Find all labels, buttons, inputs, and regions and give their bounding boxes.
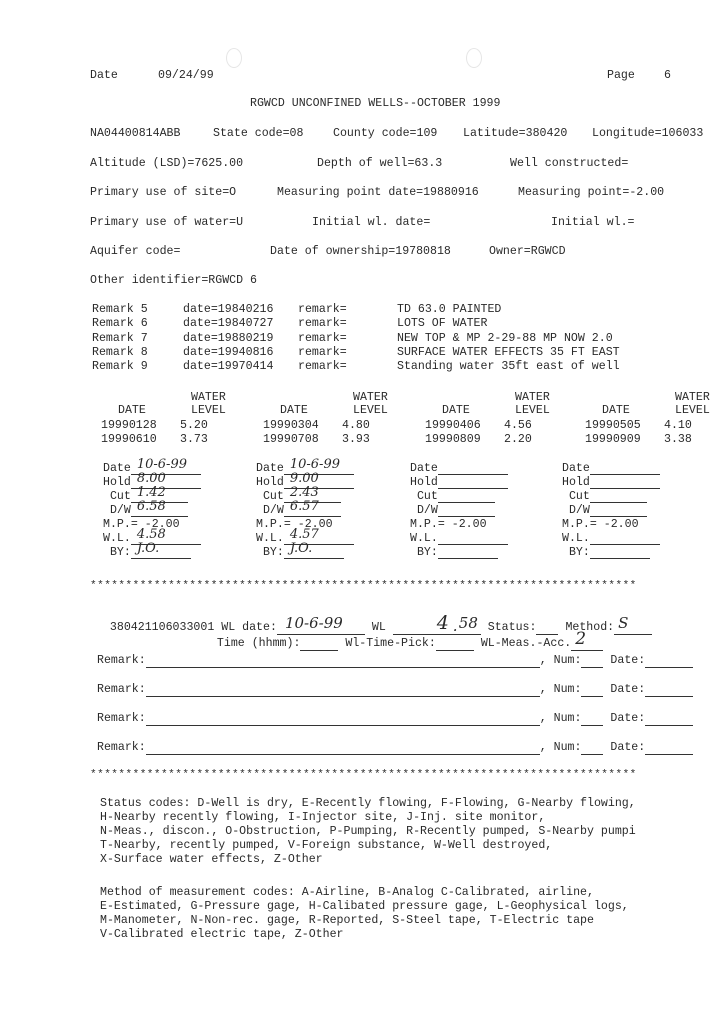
remark-entry-row [97,712,693,726]
method-label: Method: [565,621,615,634]
primary-use-site: Primary use of site=O [90,186,237,199]
remark-date: date=19940816 [183,345,274,359]
water-level-date: 19990406 [425,419,481,432]
status-code-line: H-Nearby recently flowing, I-Injector site, J-Inj. site monitor, [100,811,546,824]
level-column-header: LEVEL [515,404,550,417]
card-dw-label: D/W [568,504,590,517]
punch-hole [226,48,242,68]
site-id: NA04400814ABB [90,127,181,140]
remark-label: Remark 7 [92,331,148,345]
remark-label: Remark 6 [92,317,148,331]
remark-entry-label: Remark: [97,683,146,696]
water-level-date: 19990809 [425,433,481,446]
card-by-value: J.O. [289,541,313,556]
card-by-label: BY: [109,546,131,559]
card-by-field[interactable] [438,546,498,559]
remark-date: date=19970414 [183,360,274,374]
remark-key: remark= [298,345,347,359]
owner: Owner=RGWCD [489,245,566,258]
num-field[interactable] [581,741,603,755]
card-row-by [410,546,560,560]
remark-date: date=19840727 [183,317,274,331]
card-row-date [562,462,712,476]
card-mp-label: M.P.= -2.00 [410,518,487,531]
card-cut-field[interactable] [438,490,495,503]
water-level-value: 3.73 [180,433,208,446]
card-cut-value: 2.43 [289,485,319,500]
card-row-hold [103,471,253,490]
measuring-point-date: Measuring point date=19880916 [277,186,479,199]
method-field[interactable]: S [614,621,652,635]
card-row-cut [103,485,253,504]
date-field[interactable] [645,712,693,726]
card-hold-label: Hold [410,476,438,489]
card-cut-value: 1.42 [136,485,166,500]
initial-wl: Initial wl.= [551,216,635,229]
date-label: Date: [610,683,646,696]
water-header-top: WATER [191,391,226,404]
header-date-value: 09/24/99 [158,69,214,82]
card-dw-label: D/W [109,504,131,517]
remark-key: remark= [298,317,347,331]
card-date-label: Date [410,462,438,475]
card-row-dw [256,499,406,518]
primary-use-water: Primary use of water=U [90,216,244,229]
punch-hole [466,48,482,68]
remark-entry-label: Remark: [97,712,146,725]
card-date-field[interactable] [590,462,660,475]
status-code-line: N-Meas., discon., O-Obstruction, P-Pumping, R-Recently pumped, S-Nearby pumpi [100,825,636,838]
num-field[interactable] [581,654,603,668]
card-wl-label: W.L. [562,532,590,545]
card-wl-field[interactable] [438,532,508,545]
status-label: Status: [487,621,537,634]
card-by-field[interactable] [131,541,191,559]
level-column-header: LEVEL [353,404,388,417]
card-row-wl [103,527,253,546]
card-wl-label: W.L. [103,532,131,545]
date-column-header: DATE [602,404,630,417]
well-constructed: Well constructed= [510,157,629,170]
remark-entry-label: Remark: [97,741,146,754]
card-row-cut [562,490,712,504]
card-hold-value: 8.00 [136,471,166,486]
card-dw-field[interactable] [284,499,341,517]
card-by-label: BY: [568,546,590,559]
num-label: , Num: [539,712,582,725]
card-by-field[interactable] [284,541,344,559]
card-row-cut [256,485,406,504]
remark-text: NEW TOP & MP 2-29-88 MP NOW 2.0 [397,331,613,345]
card-row-wl [256,527,406,546]
num-field[interactable] [581,683,603,697]
card-hold-field[interactable] [590,476,660,489]
method-code-line: M-Manometer, N-Non-rec. gage, R-Reported, S-Steel tape, T-Electric tape [100,914,594,927]
wl-label: WL [371,621,386,634]
page-number: 6 [664,69,671,82]
card-date-label: Date [562,462,590,475]
card-hold-label: Hold [256,476,284,489]
remark-entry-field[interactable] [146,654,540,668]
card-mp-label: M.P.= -2.00 [562,518,639,531]
card-dw-field[interactable] [590,504,647,517]
card-dw-label: D/W [262,504,284,517]
station-id: 380421106033001 [109,621,215,634]
wl-date-label: WL date: [221,621,277,634]
method-code-line: V-Calibrated electric tape, Z-Other [100,928,344,941]
date-column-header: DATE [442,404,470,417]
card-by-label: BY: [416,546,438,559]
level-column-header: LEVEL [675,404,710,417]
remark-text: LOTS OF WATER [397,317,488,331]
remark-label: Remark 5 [92,303,148,316]
card-hold-label: Hold [562,476,590,489]
water-header-top: WATER [353,391,388,404]
card-by-label: BY: [262,546,284,559]
date-label: Date: [610,712,646,725]
remark-text: Standing water 35ft east of well [397,360,620,374]
status-code-line: X-Surface water effects, Z-Other [100,853,323,866]
remark-date: date=19880219 [183,331,274,345]
card-by-field[interactable] [590,546,650,559]
card-date-value: 10-6-99 [136,457,187,472]
altitude: Altitude (LSD)=7625.00 [90,157,244,170]
water-level-value: 3.38 [664,433,692,446]
time-pick-label: Wl-Time-Pick: [345,637,436,650]
date-column-header: DATE [280,404,308,417]
measurement-card [410,462,560,560]
card-row-mp [562,518,712,532]
card-row-date [410,462,560,476]
remark-date: date=19840216 [183,303,274,316]
county-code: County code=109 [333,127,438,140]
water-level-date: 19990909 [585,433,641,446]
remark-entry-field[interactable] [146,712,540,726]
card-dw-label: D/W [416,504,438,517]
card-wl-field[interactable] [590,532,660,545]
remark-text: SURFACE WATER EFFECTS 35 FT EAST [397,345,620,359]
wl-date-field[interactable]: 10-6-99 [277,621,365,635]
card-cut-label: Cut [262,490,284,503]
time-pick-field[interactable] [436,637,474,651]
water-level-date: 19990708 [263,433,319,446]
water-header-top: WATER [515,391,550,404]
card-cut-label: Cut [568,490,590,503]
water-level-value: 4.10 [664,419,692,432]
entry-line-2 [203,624,603,651]
measurement-card [256,457,406,560]
card-hold-label: Hold [103,476,131,489]
card-row-cut [410,490,560,504]
card-row-dw [562,504,712,518]
remark-key: remark= [298,303,347,316]
other-identifier: Other identifier=RGWCD 6 [90,274,257,287]
card-by-value: J.O. [136,541,160,556]
meas-acc-field[interactable]: 2 [571,637,603,651]
latitude: Latitude=380420 [463,127,568,140]
num-label: , Num: [539,741,582,754]
method-code-line: Method of measurement codes: A-Airline, B-Analog C-Calibrated, airline, [100,886,594,899]
longitude: Longitude=106033 [592,127,704,140]
ownership-date: Date of ownership=19780818 [270,245,451,258]
card-dw-value: 6.58 [136,499,166,514]
card-row-by [103,541,253,560]
measurement-card [562,462,712,560]
status-code-line: T-Nearby, recently pumped, V-Foreign substance, W-Well destroyed, [100,839,553,852]
water-level-value: 5.20 [180,419,208,432]
card-mp-label: M.P.= -2.00 [103,518,180,531]
card-row-by [562,546,712,560]
card-mp-label: M.P.= -2.00 [256,518,333,531]
card-wl-value: 4.57 [289,527,319,542]
remark-entry-row [97,741,693,755]
card-hold-field[interactable] [438,476,508,489]
remark-entry-row [97,683,693,697]
card-cut-field[interactable] [590,490,647,503]
card-hold-value: 9.00 [289,471,319,486]
card-row-hold [256,471,406,490]
remark-label: Remark 9 [92,360,148,374]
card-row-dw [103,499,253,518]
separator-top: ***************************************************************************** [90,580,637,592]
method-code-line: E-Estimated, G-Pressure gage, H-Calibated pressure gage, L-Geophysical logs, [100,900,629,913]
remark-entry-row [97,654,693,668]
water-level-date: 19990128 [101,419,157,432]
card-row-by [256,541,406,560]
date-label: Date: [610,654,646,667]
water-level-value: 4.80 [342,419,370,432]
state-code: State code=08 [213,127,304,140]
card-cut-label: Cut [416,490,438,503]
card-row-hold [410,476,560,490]
card-row-mp [256,518,406,532]
card-row-date [256,457,406,476]
card-wl-value: 4.58 [136,527,166,542]
card-cut-label: Cut [109,490,131,503]
card-row-hold [562,476,712,490]
water-level-value: 2.20 [504,433,532,446]
remark-entry-field[interactable] [146,741,540,755]
remark-entry-field[interactable] [146,683,540,697]
card-row-mp [103,518,253,532]
num-field[interactable] [581,712,603,726]
separator-bottom: ***************************************************************************** [90,769,637,781]
water-header-top: WATER [675,391,710,404]
status-codes [100,797,636,867]
status-code-line: Status codes: D-Well is dry, E-Recently flowing, F-Flowing, G-Nearby flowing, [100,797,636,810]
card-wl-label: W.L. [256,532,284,545]
well-depth: Depth of well=63.3 [317,157,443,170]
date-field[interactable] [645,654,693,668]
initial-wl-date: Initial wl. date= [312,216,431,229]
meas-acc-label: WL-Meas.-Acc. [480,637,572,650]
water-level-date: 19990610 [101,433,157,446]
water-level-value: 3.93 [342,433,370,446]
card-row-date [103,457,253,476]
level-column-header: LEVEL [191,404,226,417]
card-row-dw [410,504,560,518]
remark-text: TD 63.0 PAINTED [397,303,502,316]
remark-label: Remark 8 [92,345,148,359]
date-field[interactable] [645,741,693,755]
date-field[interactable] [645,683,693,697]
card-date-value: 10-6-99 [289,457,340,472]
card-row-wl [562,532,712,546]
card-date-field[interactable] [438,462,508,475]
water-level-date: 19990304 [263,419,319,432]
wl-value-field[interactable]: 4 . 58 [393,621,481,635]
card-row-wl [410,532,560,546]
water-level-value: 4.56 [504,419,532,432]
date-label: Date: [610,741,646,754]
card-dw-value: 6.57 [289,499,319,514]
remark-entry-label: Remark: [97,654,146,667]
card-dw-field[interactable] [438,504,495,517]
water-level-date: 19990505 [585,419,641,432]
time-field[interactable] [300,637,338,651]
num-label: , Num: [539,654,582,667]
card-date-label: Date [103,462,131,475]
page-label: Page [607,69,635,82]
header-date-label: Date [90,69,118,82]
card-wl-label: W.L. [410,532,438,545]
measurement-card [103,457,253,560]
card-dw-field[interactable] [131,499,188,517]
remark-key: remark= [298,331,347,345]
card-date-label: Date [256,462,284,475]
method-codes [100,886,629,942]
measuring-point: Measuring point=-2.00 [518,186,665,199]
card-row-mp [410,518,560,532]
aquifer-code: Aquifer code= [90,245,181,258]
time-label: Time (hhmm): [216,637,301,650]
remark-key: remark= [298,360,347,374]
document-title: RGWCD UNCONFINED WELLS--OCTOBER 1999 [250,97,501,110]
num-label: , Num: [539,683,582,696]
date-column-header: DATE [118,404,146,417]
